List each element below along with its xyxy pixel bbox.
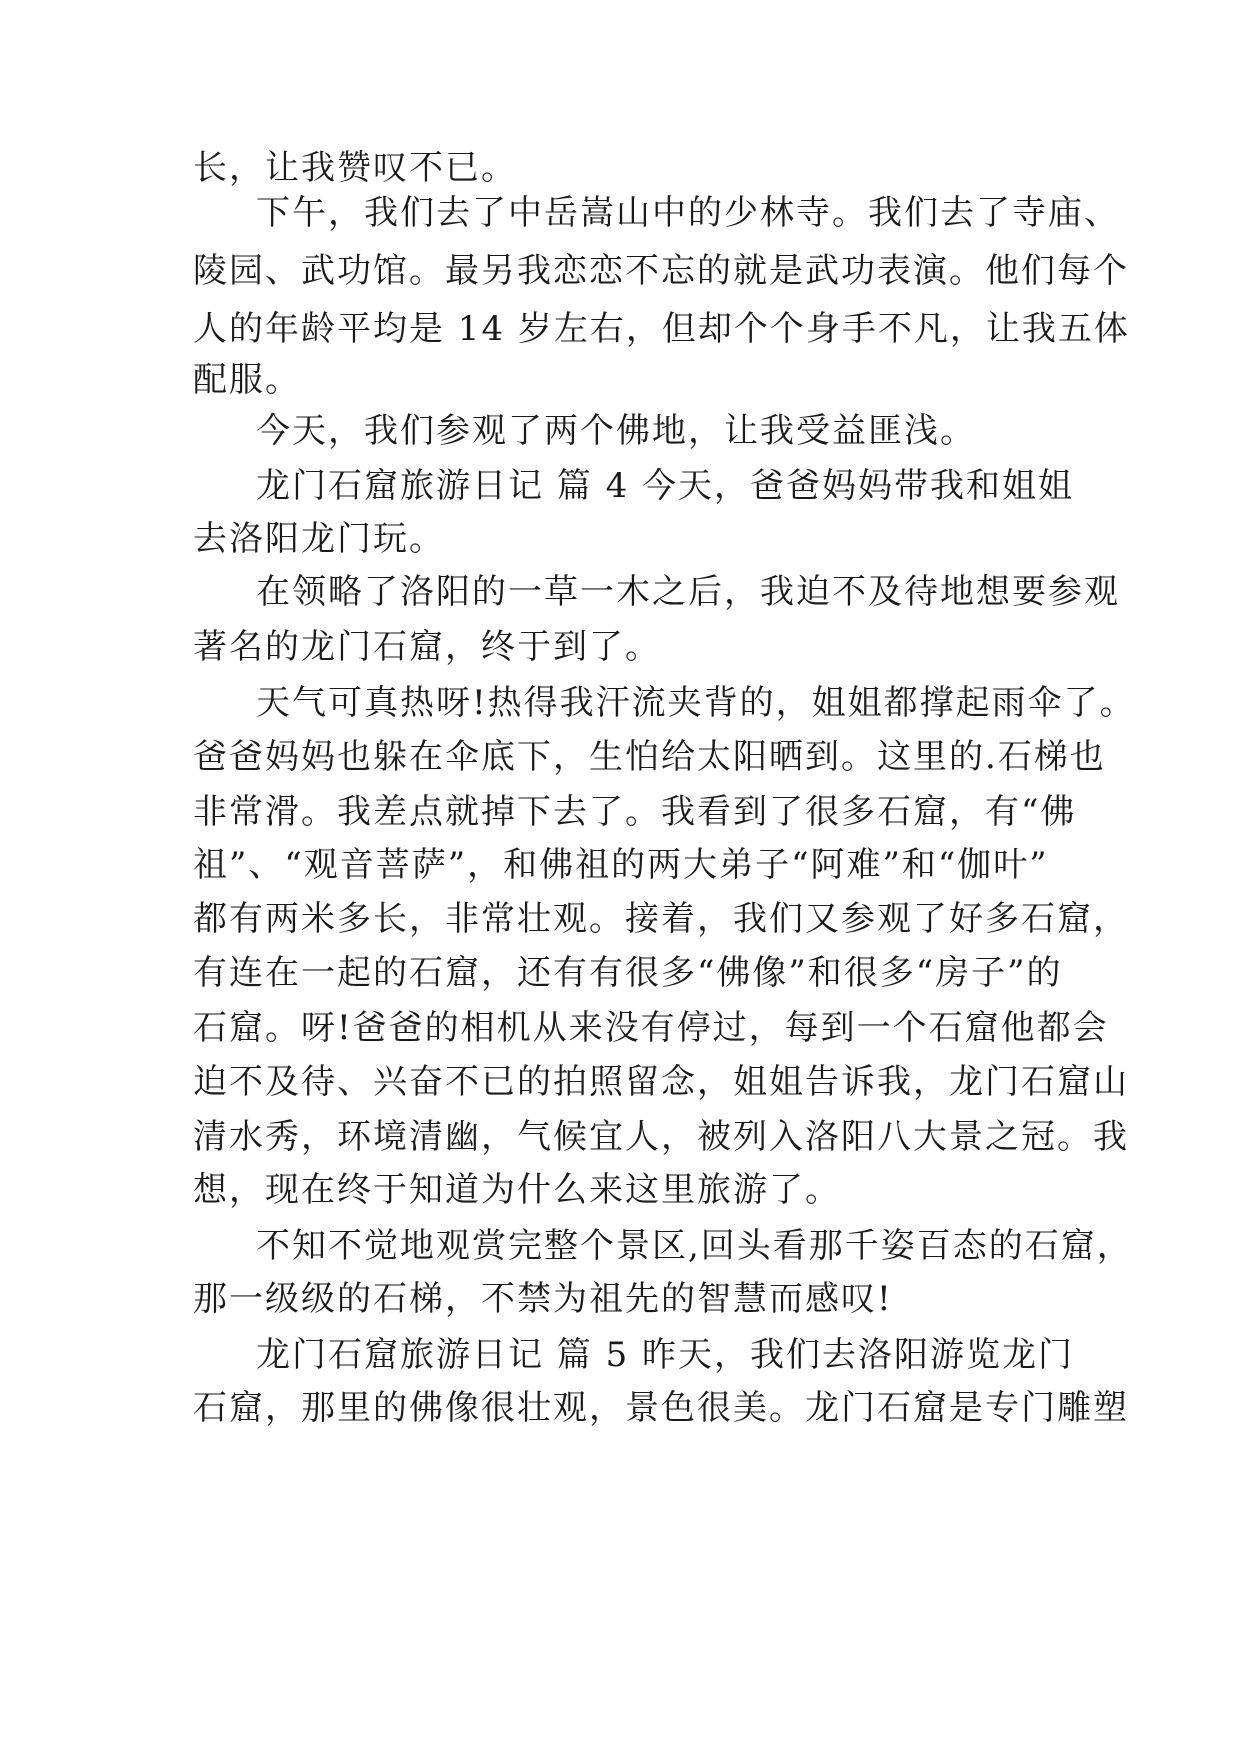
text-line: 长，让我赞叹不已。 [193,148,517,188]
paragraph-start-line: 不知不觉地观赏完整个景区,回头看那千姿百态的石窟， [256,1226,1133,1266]
text-line: 非常滑。我差点就掉下去了。我看到了很多石窟，有“佛 [193,792,1077,832]
text-line: 那一级级的石梯，不禁为祖先的智慧而感叹! [193,1279,893,1319]
text-line: 想，现在终于知道为什么来这里旅游了。 [193,1170,841,1210]
text-line: 清水秀，环境清幽，气候宜人，被列入洛阳八大景之冠。我 [193,1117,1129,1157]
text-line: 配服。 [193,360,301,400]
text-line: 祖”、“观音菩萨”，和佛祖的两大弟子“阿难”和“伽叶” [193,845,1049,885]
paragraph-start-line: 今天，我们参观了两个佛地，让我受益匪浅。 [256,411,976,451]
paragraph-start-line: 天气可真热呀!热得我汗流夹背的，姐姐都撑起雨伞了。 [256,683,1136,723]
paragraph-start-line: 在领略了洛阳的一草一木之后，我迫不及待地想要参观 [256,572,1120,612]
text-line: 人的年龄平均是 14 岁左右，但却个个身手不凡，让我五体 [193,309,1130,349]
text-line: 迫不及待、兴奋不已的拍照留念，姐姐告诉我，龙门石窟山 [193,1062,1129,1102]
text-line: 去洛阳龙门玩。 [193,519,445,559]
paragraph-start-line: 下午，我们去了中岳嵩山中的少林寺。我们去了寺庙、 [256,193,1120,233]
text-line: 陵园、武功馆。最另我恋恋不忘的就是武功表演。他们每个 [193,251,1129,291]
text-line: 爸爸妈妈也躲在伞底下，生怕给太阳晒到。这里的.石梯也 [193,737,1106,777]
text-line: 著名的龙门石窟，终于到了。 [193,627,661,667]
text-line: 石窟，那里的佛像很壮观，景色很美。龙门石窟是专门雕塑 [193,1388,1129,1428]
section-heading-line: 龙门石窟旅游日记 篇 4 今天，爸爸妈妈带我和姐姐 [256,466,1075,506]
text-line: 有连在一起的石窟，还有有很多“佛像”和很多“房子”的 [193,953,1063,993]
text-line: 石窟。呀!爸爸的相机从来没有停过，每到一个石窟他都会 [193,1008,1109,1048]
text-line: 都有两米多长，非常壮观。接着，我们又参观了好多石窟， [193,899,1129,939]
section-heading-line: 龙门石窟旅游日记 篇 5 昨天，我们去洛阳游览龙门 [256,1335,1075,1375]
